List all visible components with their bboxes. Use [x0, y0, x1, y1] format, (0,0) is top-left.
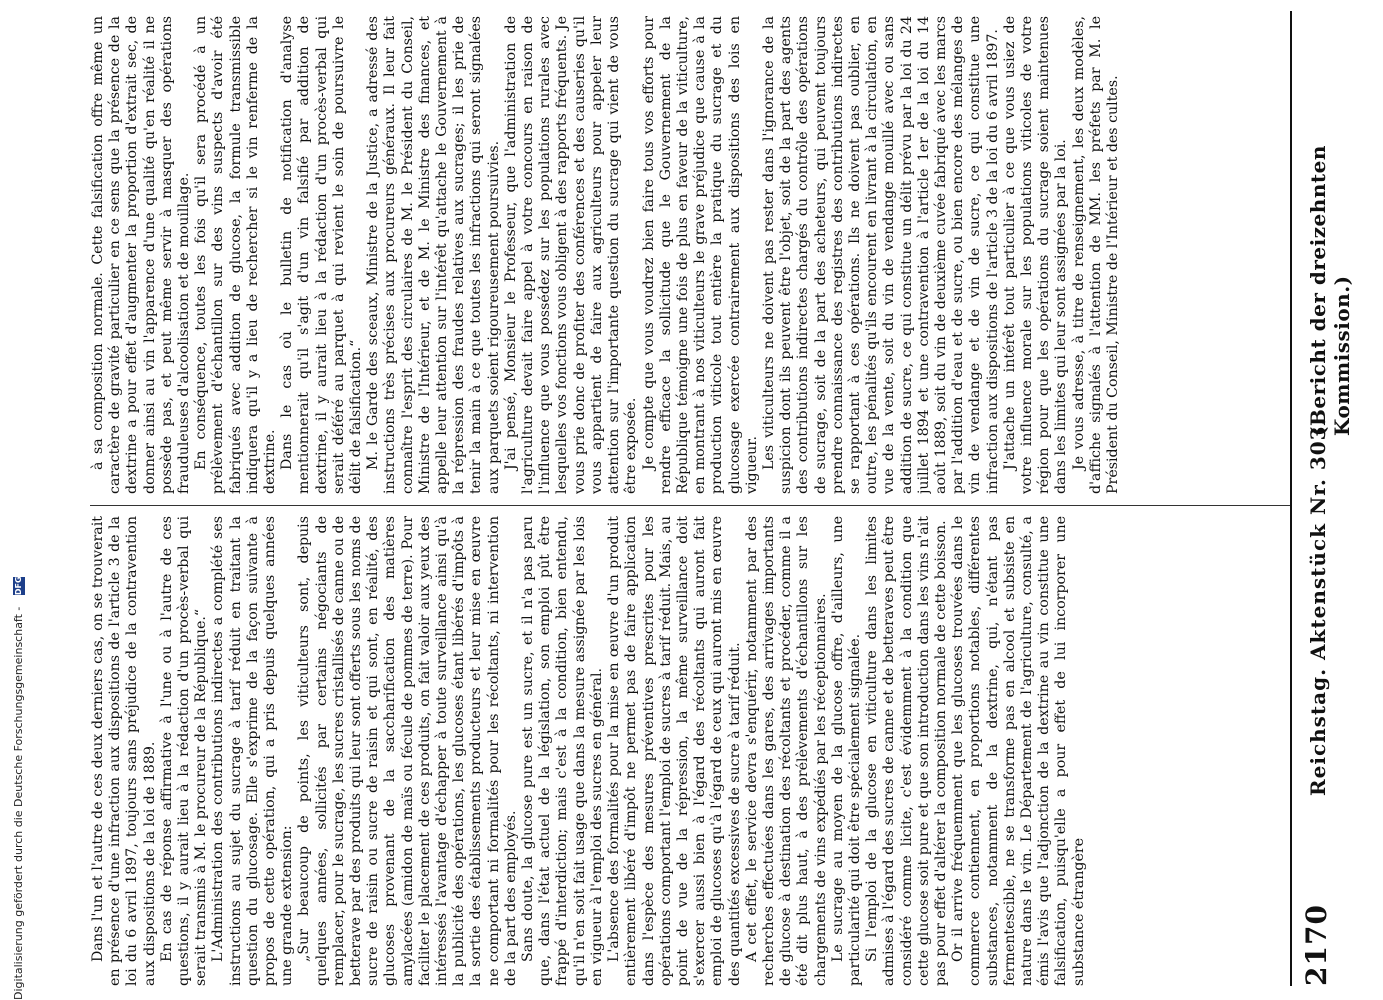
paragraph: „Sur beaucoup de points, les viticulteurs sont, depuis quelques années, sollicités par certains négociants de remplacer, pour le sucrage, les sucres cristallisés de canne ou de betterave par des produits qui leur sont offerts sous les noms de sucre de raisin ou sucre de raisin et qui sont, en réalité, des glucoses provenant de la saccharification des matières amylacées (amidon de maïs ou fécule de pommes de terre). Pour faciliter le placement de ces produits, on fait valoir aux yeux des intéressés l'avantage d'échapper à toute surveillance ainsi qu'à la publicité des opérations, les glucoses étant libérés d'impôts à la sortie des établissements producteurs et leur mise en œuvre ne comportant ni formalités pour les récoltants, ni intervention de la part des employés.: [296, 516, 519, 986]
paragraph: Je compte que vous voudrez bien faire tous vos efforts pour rendre efficace la sollicitude que le Gouvernement de la République témoigne une fois de plus en faveur de la viticulture, en montrant à nos viticulteurs le grave préjudice que cause à la production viticole tout entière la pratique du sucrage et du glucosage exercée contrairement aux dispositions des lois en vigueur.: [640, 16, 760, 494]
paragraph: En conséquence, toutes les fois qu'il sera procédé à un prélèvement d'échantillon sur des vins suspects d'avoir été fabriqués avec addition de glucose, la formule transmissible indiquera qu'il y a lieu de rechercher si le vin renferme de la dextrine.: [193, 16, 279, 494]
column-divider: [90, 505, 1290, 506]
right-column: [90, 16, 1285, 494]
digitization-credit: [12, 0, 28, 1000]
page-header: [1298, 11, 1354, 986]
paragraph: Je vous adresse, à titre de renseignement, les deux modèles, d'affiche signalés à l'attention de MM. les préfets par M. le Président du Conseil, Ministre de l'Intérieur et des cultes.: [1070, 16, 1121, 494]
page-number: 2170: [1300, 904, 1333, 986]
paragraph: Dans le cas où le bulletin de notification d'analyse mentionnerait qu'il s'agit d'un vin falsifié par addition de dextrine, il y aurait lieu à la rédaction d'un procès-verbal qui serait déféré au parquet à qui revient le soin de poursuivre le délit de falsification.“: [279, 16, 365, 494]
paragraph: En cas de réponse affirmative à l'une ou à l'autre de ces questions, il y aurait lieu à la rédaction d'un procès-verbal qui serait transmis à M. le procureur de la République.“: [158, 516, 210, 986]
header-title-left: Reichstag. Aktenstück Nr. 303.: [1306, 417, 1330, 796]
paragraph: Le sucrage au moyen de la glucose offre, d'ailleurs, une particularité qui doit être spécialement signalée.: [829, 516, 863, 986]
digitization-text: Digitalisierung gefördert durch die Deutsche Forschungsgemeinschaft -: [12, 606, 25, 1000]
paragraph: J'attache un intérêt tout particulier à ce que vous usiez de votre influence morale sur les populations viticoles de votre région pour que les opérations du sucrage soient maintenues dans les limites qui leur sont assignées par la loi.: [1001, 16, 1070, 494]
paragraph: Dans l'un et l'autre de ces deux derniers cas, on se trouverait en présence d'une infraction aux dispositions de l'article 3 de la loi du 6 avril 1897, toujours sans préjudice de la contravention aux dispositions de la loi de 1889.: [90, 516, 158, 986]
paragraph: Or il arrive fréquemment que les glucoses trouvées dans le commerce contiennent, en proportions notables, différentes substances, notamment de la dextrine, qui, n'étant pas fermentescible, ne se transforme pas en alcool et subsiste en nature dans le vin. Le Département de l'agriculture, consulté, a émis l'avis que l'adjonction de la dextrine au vin constitue une falsification, puisqu'elle a pour effet de lui incorporer une substance étrangère: [950, 516, 1087, 986]
paragraph: à sa composition normale. Cette falsification offre même un caractère de gravité particulier en ce sens que la présence de la dextrine a pour effet d'augmenter la proportion d'extrait sec, de donner ainsi au vin l'apparence d'une qualité qu'en réalité il ne possède pas, et peut même servir à masquer des opérations frauduleuses d'alcoolisation et de mouillage.: [90, 16, 193, 494]
dfg-logo: DFG: [14, 576, 23, 596]
paragraph: J'ai pensé, Monsieur le Professeur, que l'administration de l'agriculture devait faire appel à votre concours en raison de l'influence que vous possédez sur les populations rurales avec lesquelles vos fonctions vous obligent à des rapports fréquents. Je vous prie donc de profiter des conférences et des causeries qu'il vous appartient de faire aux agriculteurs pour appeler leur attention sur l'importante question du sucrage qui vient de vous être exposée.: [502, 16, 640, 494]
paragraph: Sans doute, la glucose pure est un sucre, et il n'a pas paru que, dans l'état actuel de la législation, son emploi pût être frappé d'interdiction; mais c'est à la condition, bien entendu, qu'il n'en soit fait usage que dans la mesure assignée par les lois en vigueur à l'emploi des sucres en général.: [520, 516, 605, 986]
paragraph: Les viticulteurs ne doivent pas rester dans l'ignorance de la suspicion dont ils peuvent être l'objet, soit de la part des agents des contributions indirectes chargés du contrôle des opérations de sucrage, soit de la part des acheteurs, qui peuvent toujours prendre connaissance des registres des contributions indirectes se rapportant à ces opérations. Ils ne doivent pas oublier, en outre, les pénalités qu'ils encourent en livrant à la circulation, en vue de la vente, soit du vin de vendange mouillé avec ou sans addition de sucre, ce qui constitue un délit prévu par la loi du 24 juillet 1894 et une contravention à l'article 1er de la loi du 14 août 1889, soit du vin de deuxième cuvée fabriqué avec les marcs par l'addition d'eau et de sucre, ou bien encore des mélanges de vin de vendange et de vin de sucre, ce qui constitue une infraction aux dispositions de l'article 3 de la loi du 6 avril 1897.: [760, 16, 1001, 494]
paragraph: L'Administration des contributions indirectes a complété ses instructions au sujet du sucrage à tarif réduit en traitant la question du glucosage. Elle s'exprime de la façon suivante à propos de cette opération, qui a pris depuis quelques années une grande extension:: [210, 516, 296, 986]
header-rule: [1290, 11, 1292, 986]
header-title-right: (Bericht der dreizehnten Kommission.): [1306, 145, 1354, 436]
paragraph: Si l'emploi de la glucose en viticulture dans les limites admises à l'égard des sucres de canne et de betteraves peut être considéré comme licite, c'est évidemment à la condition que cette glucose soit pure et que son introduction dans les vins n'ait pas pour effet d'altérer la composition normale de cette boisson.: [864, 516, 949, 986]
paragraph: L'absence des formalités pour la mise en œuvre d'un produit entièrement libéré d'impôt ne permet pas de faire application dans l'espèce des mesures préventives prescrites pour les opérations comportant l'emploi de sucres à tarif réduit. Mais, au point de vue de la répression, la même surveillance doit s'exercer aussi bien à l'égard des récoltants qui auront fait emploi de glucoses qu'à l'égard de ceux qui auront mis en œuvre des quantités excessives de sucre à tarif réduit.: [606, 516, 743, 986]
paragraph: A cet effet, le service devra s'enquérir, notamment par des recherches effectuées dans les gares, des arrivages importants de glucose à destination des récoltants et procéder, comme il a été dit plus haut, à des prélèvements d'échantillons sur les chargements de vins expédiés par les réceptionnaires.: [743, 516, 829, 986]
paragraph: M. le Garde des sceaux, Ministre de la Justice, a adressé des instructions très précises aux procureurs généraux. Il leur fait connaître l'esprit des circulaires de M. le Président du Conseil, Ministre de l'Intérieur, et de M. le Ministre des finances, et appelle leur attention sur l'intérêt qu'attache le Gouvernement à la répression des fraudes relatives aux sucrages; il les prie de tenir la main à ce que toutes les infractions qui seront signalées aux parquets soient rigoureusement poursuivies.: [365, 16, 502, 494]
left-column: [90, 516, 1285, 986]
